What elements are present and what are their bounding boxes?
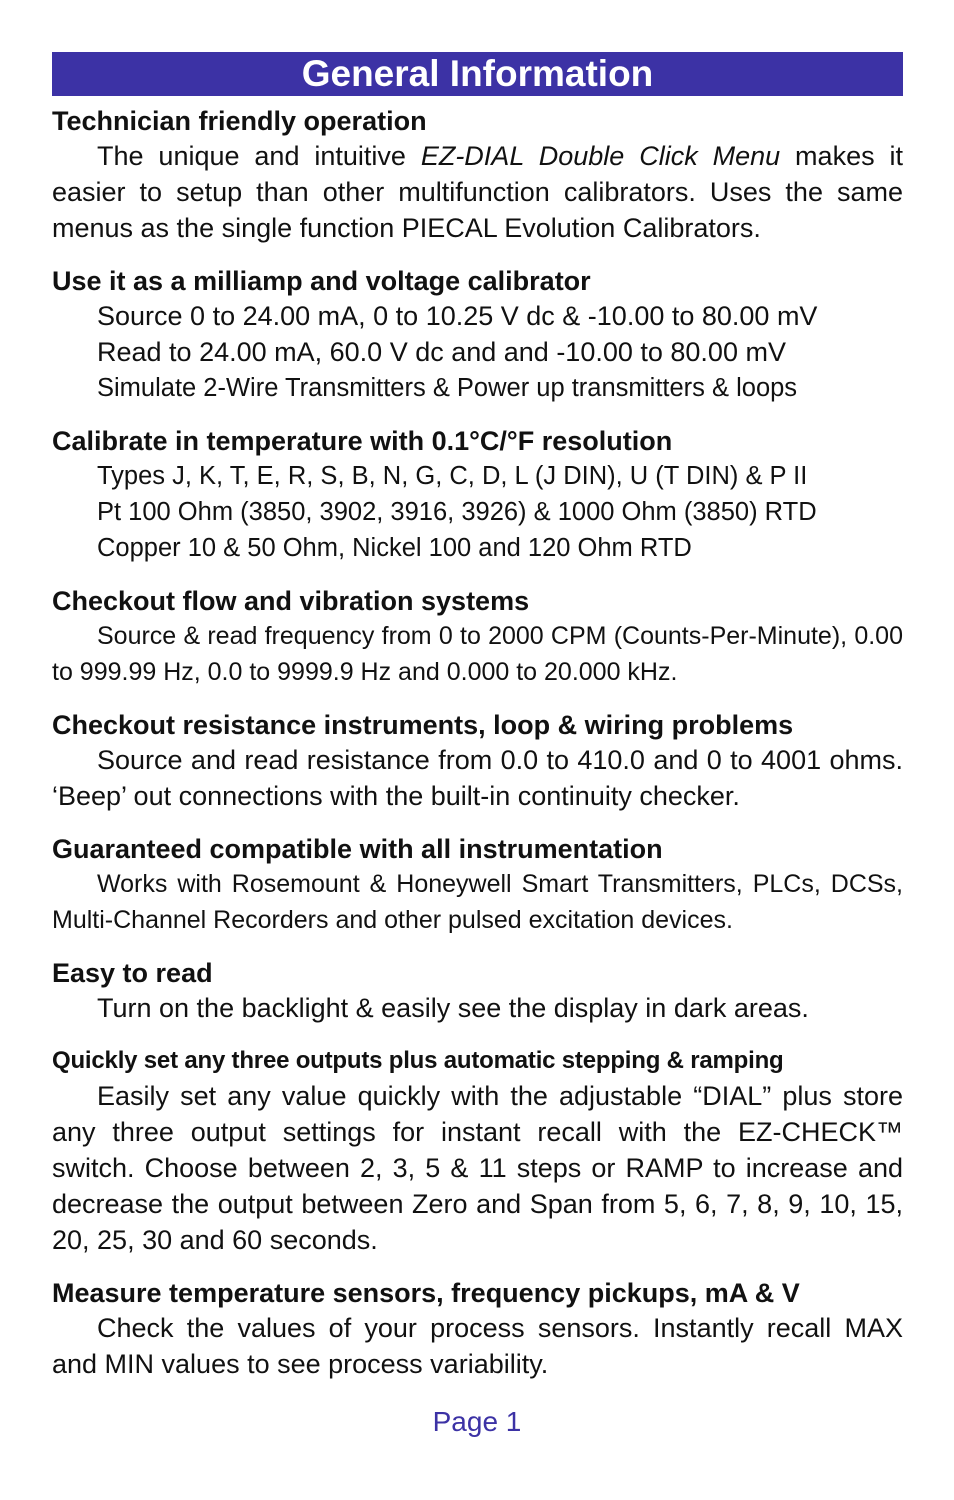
section-heading: Guaranteed compatible with all instrumentation — [52, 834, 663, 864]
section-outputs-stepping — [52, 1044, 903, 1258]
page-title: General Information — [52, 52, 903, 96]
section-easy-to-read — [52, 956, 903, 1026]
section-milliamp-voltage — [52, 264, 903, 406]
section-technician-friendly — [52, 104, 903, 246]
spec-line: Read to 24.00 mA, 60.0 V dc and and -10.00 to 80.00 mV — [97, 337, 786, 367]
spec-line: Pt 100 Ohm (3850, 3902, 3916, 3926) & 1000 Ohm (3850) RTD — [97, 498, 817, 526]
section-paragraph: Easily set any value quickly with the adjustable “DIAL” plus store any three output settings for instant recall with the EZ-CHECK™ switch. Choose between 2, 3, 5 & 11 steps or RAMP to increase and decrease the output between Zero and Span from 5, 6, 7, 8, 9, 10, 15, 20, 25, 30 and 60 seconds. — [52, 1081, 903, 1255]
section-resistance — [52, 708, 903, 814]
section-paragraph: Source & read frequency from 0 to 2000 CPM (Counts-Per-Minute), 0.00 to 999.99 Hz, 0.0 to 9999.9 Hz and 0.000 to 20.000 kHz. — [52, 622, 903, 686]
section-heading: Easy to read — [52, 958, 213, 988]
section-paragraph: Check the values of your process sensors. Instantly recall MAX and MIN values to see process variability. — [52, 1313, 903, 1379]
section-heading: Measure temperature sensors, frequency pickups, mA & V — [52, 1278, 800, 1308]
section-compatible — [52, 832, 903, 938]
section-heading: Technician friendly operation — [52, 106, 427, 136]
content — [52, 104, 903, 1400]
section-heading: Calibrate in temperature with 0.1°C/°F resolution — [52, 426, 673, 456]
section-heading: Quickly set any three outputs plus automatic stepping & ramping — [52, 1047, 784, 1074]
section-paragraph — [52, 138, 903, 246]
spec-line: Simulate 2-Wire Transmitters & Power up transmitters & loops — [97, 374, 798, 402]
section-paragraph: Turn on the backlight & easily see the display in dark areas. — [97, 993, 809, 1023]
section-heading: Checkout flow and vibration systems — [52, 586, 530, 616]
paragraph-text: The unique and intuitive — [97, 141, 421, 171]
section-heading: Use it as a milliamp and voltage calibrator — [52, 266, 591, 296]
spec-line: Copper 10 & 50 Ohm, Nickel 100 and 120 Ohm RTD — [97, 534, 692, 562]
spec-line: Source 0 to 24.00 mA, 0 to 10.25 V dc & -10.00 to 80.00 mV — [97, 301, 818, 331]
section-heading: Checkout resistance instruments, loop & wiring problems — [52, 710, 794, 740]
paragraph-emphasis: EZ-DIAL Double Click Menu — [420, 141, 781, 171]
spec-line: Types J, K, T, E, R, S, B, N, G, C, D, L (J DIN), U (T DIN) & P II — [97, 462, 808, 490]
section-measure — [52, 1276, 903, 1382]
section-paragraph: Works with Rosemount & Honeywell Smart Transmitters, PLCs, DCSs, Multi-Channel Recorders and other pulsed excitation devices. — [52, 870, 903, 934]
section-temperature — [52, 424, 903, 566]
section-paragraph: Source and read resistance from 0.0 to 410.0 and 0 to 4001 ohms. ‘Beep’ out connections with the built-in continuity checker. — [52, 745, 903, 811]
page-number: Page 1 — [432, 1406, 522, 1437]
paragraph-text: makes it easier to setup than other multifunction calibrators. Uses the same menus as the single function PIECAL Evolution Calibrators. — [52, 141, 903, 243]
section-flow-vibration — [52, 584, 903, 690]
